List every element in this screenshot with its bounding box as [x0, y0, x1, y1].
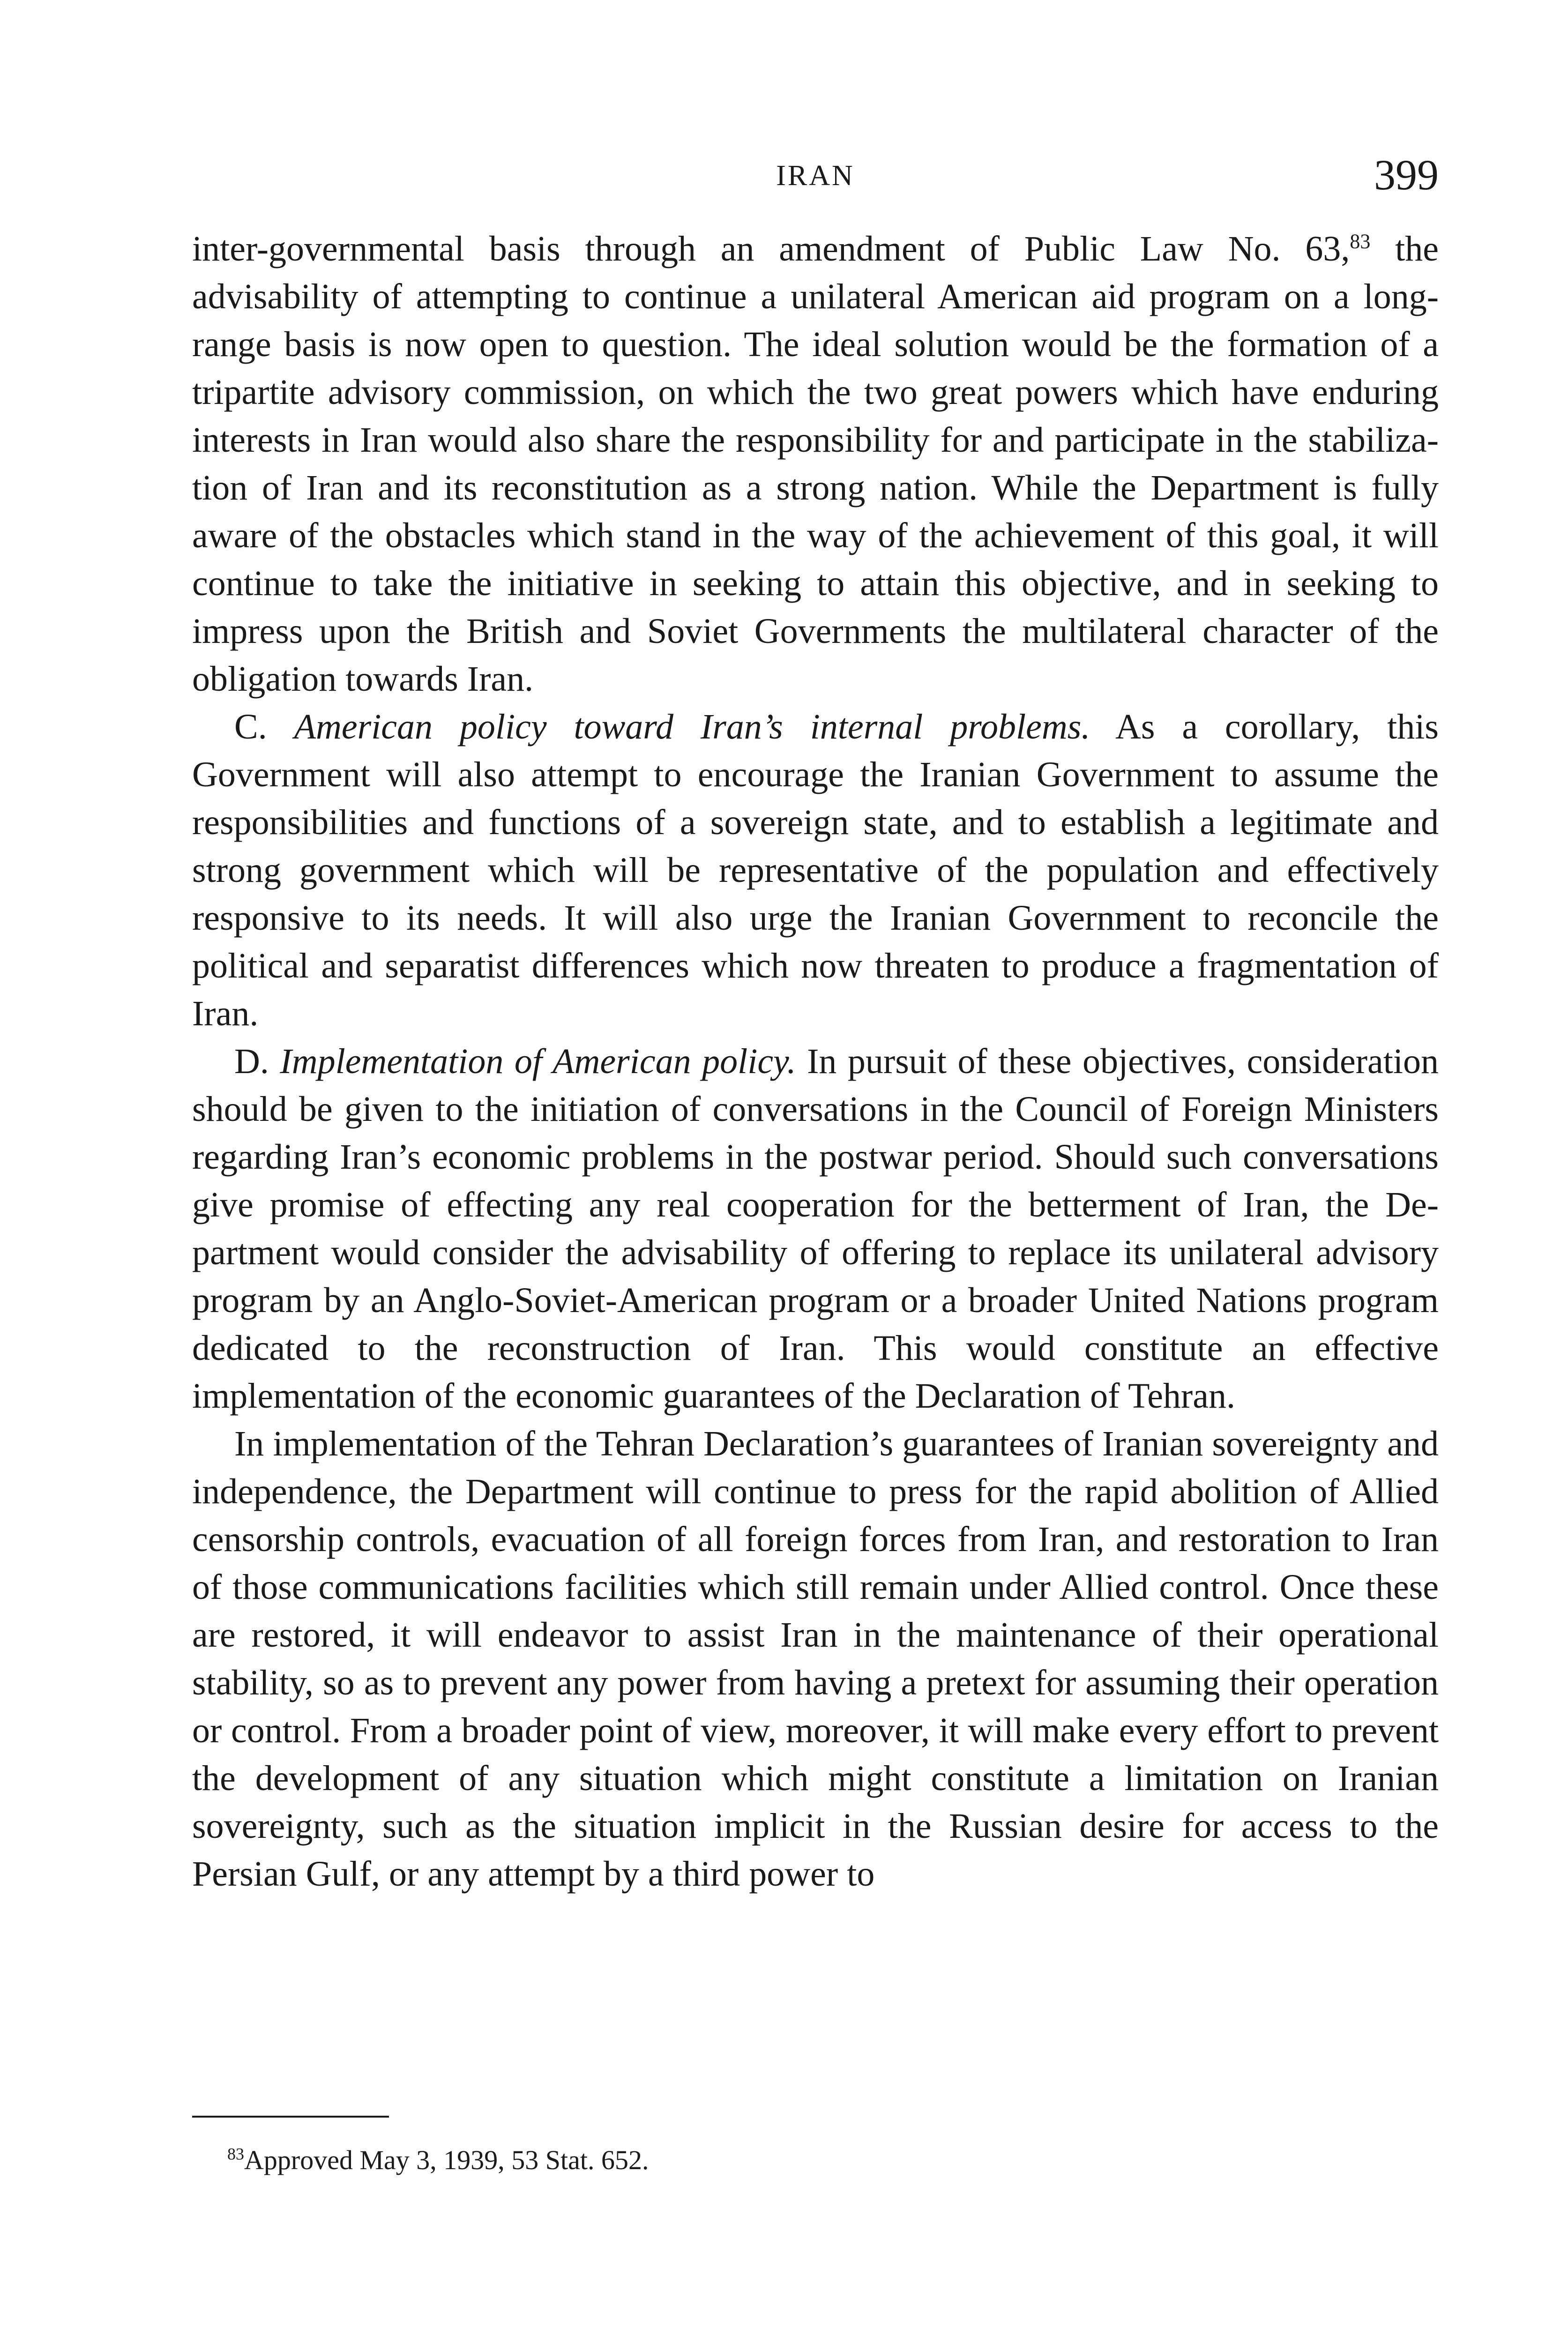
- paragraph-section-c: [192, 703, 1439, 1037]
- running-head: [192, 150, 1439, 206]
- paragraph-final: In implementation of the Tehran Declaration’s guarantees of Iranian sovereignty and independence, the Department will continue to press for the rapid abolition of Allied censorship controls, evacuation of all foreign forces from Iran, and restoration to Iran of those communications facilities which still remain under Allied control. Once these are restored, it will endeavor to assist Iran in the maintenance of their operational stability, so as to prevent any power from having a pretext for assuming their operation or control. From a broader point of view, moreover, it will make every effort to prevent the development of any situation which might constitute a limitation on Iranian sovereignty, such as the situation implicit in the Russian desire for access to the Persian Gulf, or any attempt by a third power to: [192, 1424, 1439, 1894]
- section-label: C.: [234, 707, 294, 746]
- paragraph-text: In pursuit of these objectives, consideration should be given to the initiation of conversations in the Council of Foreign Ministers regarding Iran’s economic problems in the postwar period. Should such conversations give promise of effecting any real cooperation for the betterment of Iran, the Department would consider the advisability of offering to replace its unilateral advisory program by an Anglo-Soviet-American program or a broader United Nations program dedicated to the reconstruction of Iran. This would constitute an effective implementation of the economic guarantees of the Declaration of Tehran.: [192, 1042, 1439, 1416]
- footnote-mark: 83: [227, 2144, 244, 2164]
- paragraph-text: As a corollary, this Government will also attempt to encourage the Iranian Government to assume the responsibilities and functions of a sovereign state, and to establish a legitimate and strong government which will be representative of the population and effectively responsive to its needs. It will also urge the Iranian Government to reconcile the political and separatist differences which now threaten to produce a fragmentation of Iran.: [192, 707, 1439, 1033]
- body-text: [192, 225, 1439, 1898]
- footnote-reference: 83: [1350, 230, 1371, 253]
- footnote-rule: [192, 2116, 389, 2118]
- section-heading: American policy toward Iran’s internal problems.: [294, 707, 1090, 746]
- section-label: D.: [234, 1042, 280, 1081]
- footnote-text: Approved May 3, 1939, 53 Stat. 652.: [244, 2145, 649, 2175]
- footnote: [227, 2144, 649, 2177]
- paragraph-section-d: [192, 1037, 1439, 1420]
- paragraph-continuation: [192, 225, 1439, 703]
- section-heading: Implementation of American policy.: [280, 1042, 796, 1081]
- paragraph-text: inter-governmental basis through an amendment of Public Law No. 63,: [192, 229, 1350, 269]
- paragraph-text: the advisability of attempting to continue a unilateral American aid program on a long-range basis is now open to question. The ideal solution would be the formation of a tripartite advisory commission, on which the two great powers which have enduring interests in Iran would also share the responsibility for and participate in the stabilization of Iran and its reconstitution as a strong nation. While the Department is fully aware of the obstacles which stand in the way of the achievement of this goal, it will continue to take the initiative in seeking to attain this objective, and in seeking to impress upon the British and Soviet Governments the multilateral character of the obligation towards Iran.: [192, 229, 1439, 699]
- page-number: 399: [1374, 151, 1439, 199]
- running-title: IRAN: [776, 160, 855, 192]
